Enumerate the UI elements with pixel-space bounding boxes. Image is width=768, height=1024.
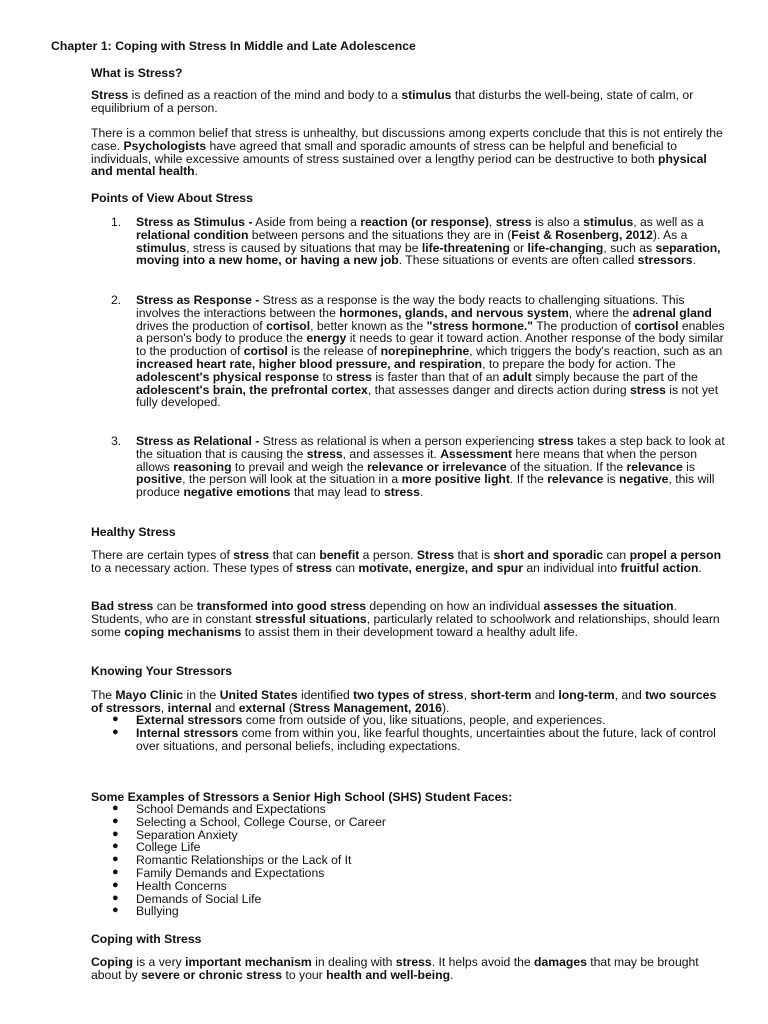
list-item-text: Selecting a School, College Course, or Career bbox=[136, 814, 386, 829]
bullet-icon: ● bbox=[112, 904, 119, 917]
paragraph-healthy-stress: There are certain types of stress that can benefit a person. Stress that is short and sporadic can propel a person to a necessary action. These types of stress can motivate, energize, and spur an individual into fruitful action. bbox=[91, 548, 722, 575]
list-item-text: Stress as Relational - Stress as relational is when a person experiencing stress takes a step back to look at the situation that is causing the stress, and assesses it. Assessment here means that when the person allows reasoning to prevail and weigh the relevance or irrelevance of the situation. If the relevance is positive, the person will look at the situation in a more positive light. If the relevance is negative, this will produce negative emotions that may lead to stress. bbox=[136, 434, 725, 500]
list-item-text: External stressors come from outside of you, like situations, people, and experiences. bbox=[136, 713, 606, 727]
bullet-icon: ● bbox=[112, 827, 119, 840]
heading-what-is-stress: What is Stress? bbox=[91, 66, 183, 80]
bullet-icon: ● bbox=[112, 865, 119, 878]
list-item-text: Stress as Stimulus - Aside from being a reaction (or response), stress is also a stimulus, as well as a relational condition between persons and the situations they are in (Feist & Rosenberg, 2012). As a stimulus, stress is caused by situations that may be life-threatening or life-changing, such as separation, moving into a new home, or having a new job. These situations or events are often called stressors. bbox=[136, 215, 721, 268]
heading-stressor-examples: Some Examples of Stressors a Senior High School (SHS) Student Faces: bbox=[91, 790, 513, 804]
list-item-text: Family Demands and Expectations bbox=[136, 865, 325, 880]
list-item-text: Health Concerns bbox=[136, 878, 227, 893]
list-item-text: Separation Anxiety bbox=[136, 827, 238, 842]
list-item-text: School Demands and Expectations bbox=[136, 802, 326, 816]
heading-coping-with-stress: Coping with Stress bbox=[91, 932, 202, 946]
list-item-stress-as-response bbox=[111, 294, 726, 409]
list-item bbox=[112, 829, 724, 842]
bullet-icon: ● bbox=[112, 725, 119, 738]
list-item-text: Romantic Relationships or the Lack of It bbox=[136, 853, 352, 868]
list-number: 3. bbox=[111, 434, 122, 448]
chapter-title: Chapter 1: Coping with Stress In Middle and Late Adolescence bbox=[51, 39, 416, 53]
bullet-icon: ● bbox=[112, 713, 119, 725]
heading-healthy-stress: Healthy Stress bbox=[91, 525, 176, 539]
list-item bbox=[112, 893, 724, 906]
bullet-icon: ● bbox=[112, 878, 119, 891]
list-item-text: Internal stressors come from within you, like fearful thoughts, uncertainties about the future, lack of control over situations, and personal beliefs, including expectations. bbox=[136, 725, 716, 753]
paragraph-stress-definition: Stress is defined as a reaction of the mind and body to a stimulus that disturbs the well-being, state of calm, or equilibrium of a person. bbox=[91, 88, 694, 115]
heading-points-of-view: Points of View About Stress bbox=[91, 191, 253, 205]
bullet-icon: ● bbox=[112, 814, 119, 827]
stressor-sources-list bbox=[112, 714, 724, 752]
list-item-stress-as-stimulus bbox=[111, 216, 726, 267]
bullet-icon: ● bbox=[112, 891, 119, 904]
paragraph-mayo-clinic: The Mayo Clinic in the United States identified two types of stress, short-term and long-term, and two sources of stressors, internal and external (Stress Management, 2016). bbox=[91, 688, 717, 715]
list-item-text: Bullying bbox=[136, 904, 179, 919]
stressor-examples-list bbox=[112, 803, 724, 918]
paragraph-stress-belief: There is a common belief that stress is unhealthy, but discussions among experts conclude that this is not entirely the case. Psychologists have agreed that small and sporadic amounts of stress can be helpful and beneficial to individuals, while excessive amounts of stress sustained over a lengthy period can be destructive to both physical and mental health. bbox=[91, 126, 723, 179]
paragraph-coping: Coping is a very important mechanism in dealing with stress. It helps avoid the damages that may be brought about by severe or chronic stress to your health and well-being. bbox=[91, 955, 699, 982]
list-item-text: Demands of Social Life bbox=[136, 891, 262, 906]
bullet-icon: ● bbox=[112, 853, 119, 866]
list-item-text: College Life bbox=[136, 840, 201, 855]
list-number: 1. bbox=[111, 215, 122, 229]
bullet-icon: ● bbox=[112, 802, 119, 814]
list-item-stress-as-relational bbox=[111, 435, 726, 499]
list-item bbox=[112, 727, 724, 753]
heading-knowing-stressors: Knowing Your Stressors bbox=[91, 664, 233, 678]
list-number: 2. bbox=[111, 293, 122, 307]
bullet-icon: ● bbox=[112, 840, 119, 853]
list-item-text: Stress as Response - Stress as a response is the way the body reacts to challenging situations. This involves the interactions between the hormones, glands, and nervous system, where the adrenal gland drives the production of cortisol, better known as the "stress hormone." The production of cortisol enables a person's body to produce the energy it needs to gear it toward action. Another response of the body similar to the production of cortisol is the release of norepinephrine, which triggers the body's reaction, such as an increased heart rate, higher blood pressure, and respiration, to prepare the body for action. The adolescent's physical response to stress is faster than that of an adult simply because the part of the adolescent's brain, the prefrontal cortex, that assesses danger and directs action during stress is not yet fully developed. bbox=[136, 293, 725, 410]
list-item bbox=[112, 905, 724, 918]
paragraph-bad-stress: Bad stress can be transformed into good stress depending on how an individual assesses the situation. Students, who are in constant stressful situations, particularly related to schoolwork and relationships, should learn some coping mechanisms to assist them in their development toward a healthy adult life. bbox=[91, 599, 720, 639]
